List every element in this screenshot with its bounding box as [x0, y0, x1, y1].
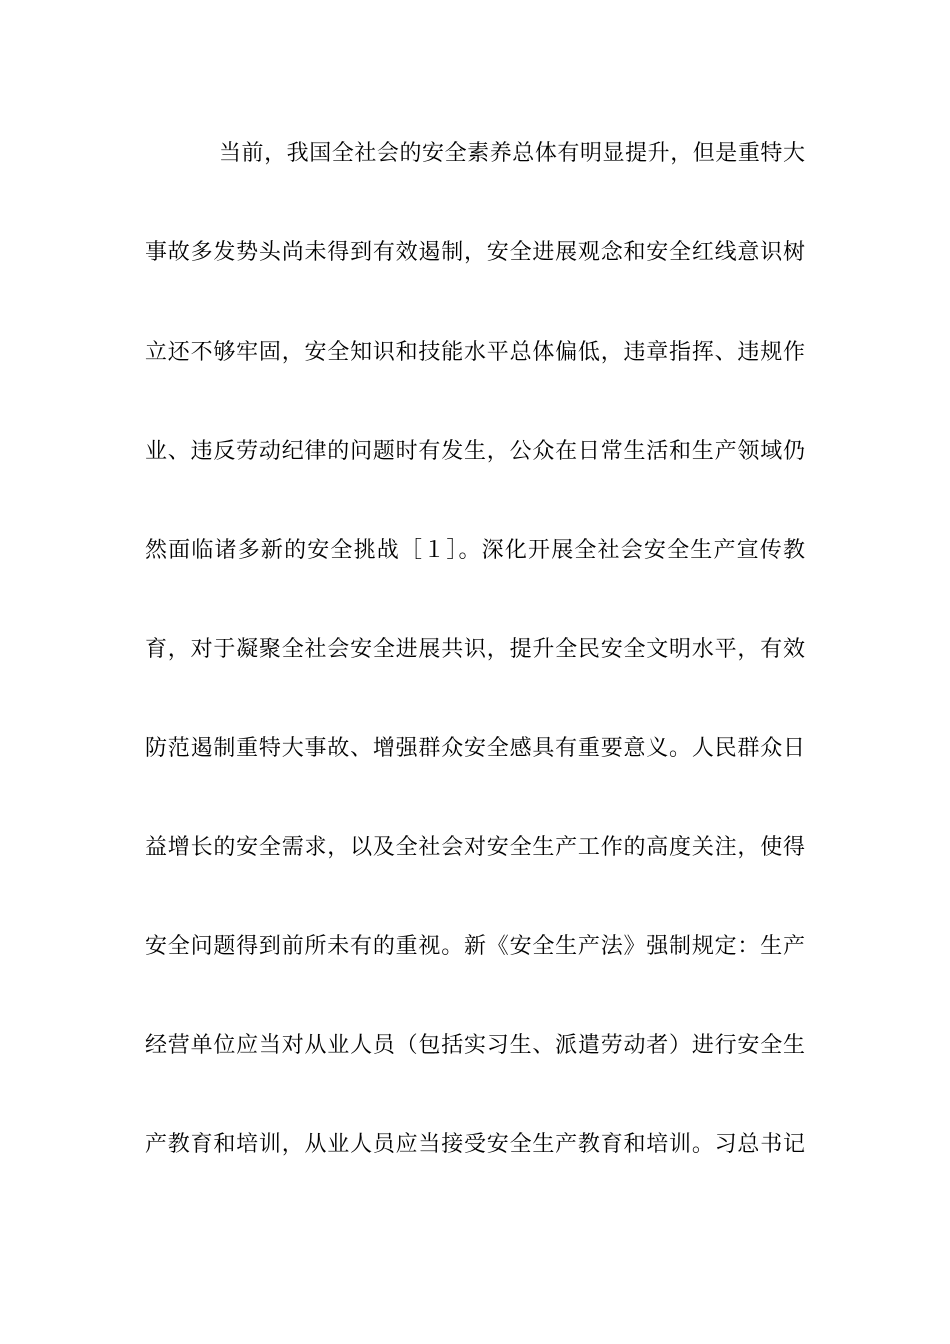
paragraph-line: 业、违反劳动纪律的问题时有发生，公众在日常生活和生产领域仍	[145, 439, 805, 464]
paragraph-line: 立还不够牢固，安全知识和技能水平总体偏低，违章指挥、违规作	[145, 340, 805, 365]
paragraph-line: 经营单位应当对从业人员（包括实习生、派遣劳动者）进行安全生	[145, 1033, 805, 1058]
paragraph-line: 安全问题得到前所未有的重视。新《安全生产法》强制规定：生产	[145, 934, 805, 959]
paragraph-line: 产教育和培训，从业人员应当接受安全生产教育和培训。习总书记	[145, 1132, 805, 1157]
paragraph-line: 益增长的安全需求，以及全社会对安全生产工作的高度关注，使得	[145, 835, 805, 860]
paragraph-line: 事故多发势头尚未得到有效遏制，安全进展观念和安全红线意识树	[145, 240, 805, 265]
paragraph-line: 当前，我国全社会的安全素养总体有明显提升，但是重特大	[219, 141, 805, 166]
paragraph-line: 然面临诸多新的安全挑战［１］。深化开展全社会安全生产宣传教	[145, 538, 805, 563]
paragraph-line: 育，对于凝聚全社会安全进展共识，提升全民安全文明水平，有效	[145, 637, 805, 662]
paragraph-line: 防范遏制重特大事故、增强群众安全感具有重要意义。人民群众日	[145, 736, 805, 761]
